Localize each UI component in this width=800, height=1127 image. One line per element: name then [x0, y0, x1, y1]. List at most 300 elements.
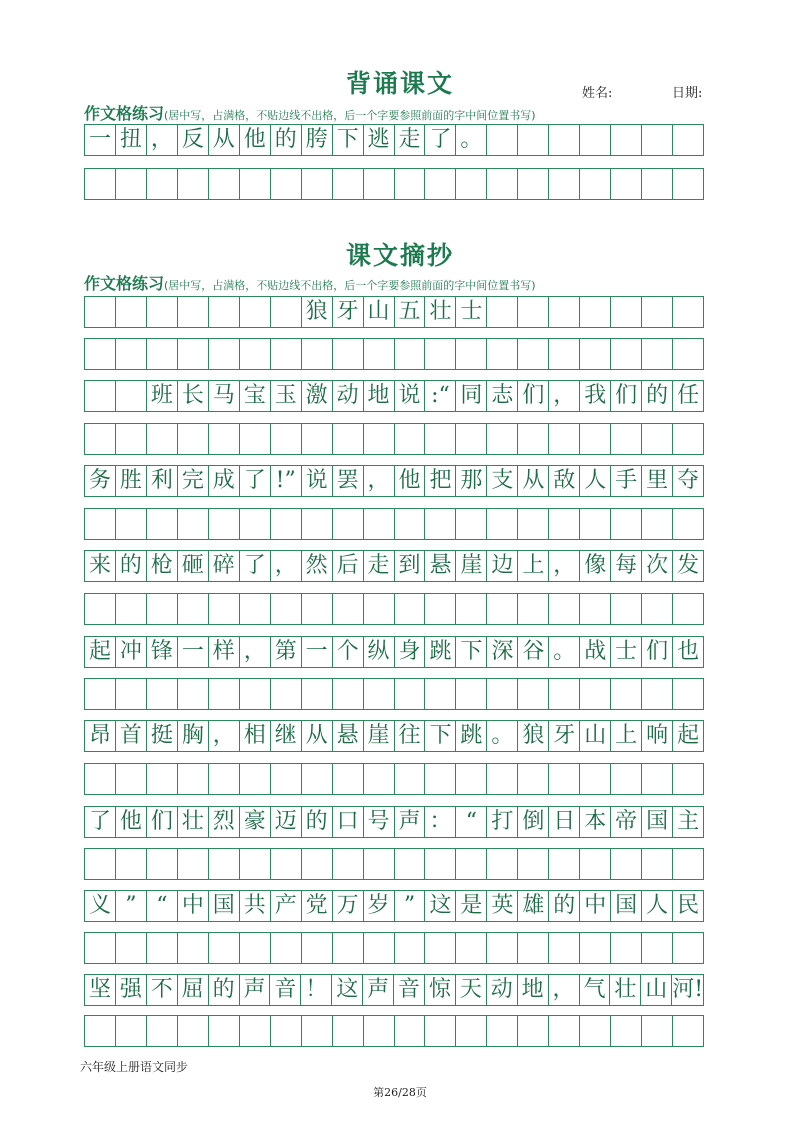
grid-cell: 们 — [642, 637, 673, 667]
writing-row — [84, 380, 704, 412]
grid-cell — [425, 679, 456, 709]
grid-cell — [518, 679, 549, 709]
grid-cell: 。 — [487, 721, 518, 751]
grid-cell — [549, 339, 580, 369]
grid-cell: 长 — [178, 381, 209, 411]
grid-cell — [549, 679, 580, 709]
grid-cell: 了 — [425, 125, 456, 155]
grid-cell — [642, 169, 673, 199]
grid-cell: 强 — [116, 975, 147, 1005]
section1-heading — [84, 101, 536, 124]
grid-cell — [333, 764, 364, 794]
writing-row — [84, 890, 704, 922]
grid-cell: 声 — [395, 807, 426, 837]
section2-heading — [84, 271, 536, 294]
grid-cell: 起 — [85, 637, 116, 667]
grid-cell — [456, 339, 487, 369]
grid-cell — [116, 679, 147, 709]
grid-cell — [395, 424, 426, 454]
grid-cell: 玉 — [271, 381, 302, 411]
grid-cell: 把 — [425, 466, 456, 496]
grid-cell: 。 — [456, 125, 487, 155]
grid-cell: 锋 — [147, 637, 178, 667]
name-label: 姓名: — [582, 86, 613, 101]
grid-cell: 继 — [271, 721, 302, 751]
grid-cell — [642, 125, 673, 155]
grid-cell — [395, 1016, 426, 1046]
grid-cell — [487, 339, 518, 369]
grid-cell — [518, 169, 549, 199]
grid-cell: 产 — [271, 891, 302, 921]
grid-cell: 国 — [209, 891, 240, 921]
grid-cell — [580, 849, 611, 879]
grid-cell: 他 — [240, 125, 271, 155]
grid-cell — [364, 849, 395, 879]
grid-cell — [456, 933, 487, 963]
grid-cell — [271, 1016, 302, 1046]
grid-cell — [425, 849, 456, 879]
grid-cell — [487, 1016, 518, 1046]
grid-cell — [456, 1016, 487, 1046]
grid-cell: 气 — [580, 975, 611, 1005]
grid-cell: 像 — [580, 551, 611, 581]
grid-cell — [271, 297, 302, 327]
grid-cell: 口 — [333, 807, 364, 837]
grid-cell: 一 — [302, 637, 333, 667]
grid-cell: 音 — [270, 975, 301, 1005]
grid-cell: 中 — [178, 891, 209, 921]
grid-cell: 利 — [147, 466, 178, 496]
grid-cell — [456, 424, 487, 454]
grid-cell — [178, 679, 209, 709]
grid-cell — [240, 594, 271, 624]
grid-cell: 了 — [240, 466, 271, 496]
grid-cell — [209, 297, 240, 327]
grid-cell — [178, 594, 209, 624]
grid-cell: 谷 — [518, 637, 549, 667]
grid-cell: 上 — [611, 721, 642, 751]
grid-cell — [116, 297, 147, 327]
grid-cell: 狼 — [302, 297, 333, 327]
grid-cell — [642, 297, 673, 327]
grid-cell: 深 — [487, 637, 518, 667]
grid-cell: 走 — [395, 125, 426, 155]
grid-cell — [240, 169, 271, 199]
grid-cell — [425, 594, 456, 624]
grid-cell: 悬 — [333, 721, 364, 751]
grid-cell — [116, 933, 147, 963]
grid-cell: ” — [395, 891, 426, 921]
grid-cell: 了 — [85, 807, 116, 837]
grid-cell — [333, 849, 364, 879]
grid-cell: 岁 — [364, 891, 395, 921]
grid-cell: 这 — [425, 891, 456, 921]
grid-cell — [425, 424, 456, 454]
grid-cell — [580, 933, 611, 963]
book-title: 六年级上册语文同步 — [80, 1060, 189, 1074]
grid-cell: 走 — [364, 551, 395, 581]
grid-cell: 从 — [302, 721, 333, 751]
grid-cell — [85, 679, 116, 709]
grid-cell: 胸 — [178, 721, 209, 751]
grid-cell: 是 — [456, 891, 487, 921]
grid-cell: 砸 — [178, 551, 209, 581]
grid-cell — [302, 509, 333, 539]
grid-cell — [487, 424, 518, 454]
grid-cell — [364, 169, 395, 199]
grid-cell — [116, 339, 147, 369]
grid-cell — [580, 424, 611, 454]
grid-cell: 帝 — [611, 807, 642, 837]
grid-cell: 上 — [518, 551, 549, 581]
grid-cell — [85, 424, 116, 454]
grid-cell — [116, 849, 147, 879]
grid-cell: 激 — [302, 381, 333, 411]
writing-row — [84, 296, 704, 328]
grid-cell — [85, 594, 116, 624]
grid-cell: 迈 — [271, 807, 302, 837]
grid-cell: 坚 — [85, 975, 116, 1005]
grid-cell: 天 — [456, 975, 487, 1005]
grid-cell — [240, 424, 271, 454]
grid-cell — [456, 509, 487, 539]
blank-row — [84, 593, 704, 625]
grid-cell — [364, 424, 395, 454]
grid-cell — [642, 339, 673, 369]
grid-cell: 战 — [580, 637, 611, 667]
grid-cell: 那 — [456, 466, 487, 496]
grid-cell — [178, 339, 209, 369]
writing-row — [84, 974, 704, 1006]
grid-cell: 崖 — [364, 721, 395, 751]
grid-cell — [240, 679, 271, 709]
grid-cell: 号 — [364, 807, 395, 837]
grid-cell — [395, 933, 426, 963]
grid-cell — [333, 1016, 364, 1046]
grid-cell — [178, 764, 209, 794]
grid-cell: 班 — [147, 381, 178, 411]
grid-cell: 地 — [518, 975, 549, 1005]
grid-cell — [425, 339, 456, 369]
grid-cell: 们 — [518, 381, 549, 411]
grid-cell: 牙 — [333, 297, 364, 327]
grid-cell — [209, 849, 240, 879]
grid-cell — [364, 594, 395, 624]
grid-cell — [456, 594, 487, 624]
grid-cell — [518, 764, 549, 794]
grid-cell — [673, 679, 703, 709]
grid-cell — [487, 297, 518, 327]
grid-cell — [271, 933, 302, 963]
grid-cell — [580, 764, 611, 794]
page-number: 第26/28页 — [373, 1086, 427, 1099]
grid-cell — [611, 849, 642, 879]
grid-cell: 夺 — [677, 468, 700, 493]
grid-cell: 下 — [456, 637, 487, 667]
grid-cell: 昂 — [85, 721, 116, 751]
grid-cell — [425, 509, 456, 539]
grid-cell — [487, 509, 518, 539]
grid-cell: 倒 — [518, 807, 549, 837]
grid-cell: 第 — [271, 637, 302, 667]
grid-cell — [580, 679, 611, 709]
grid-cell — [642, 679, 673, 709]
grid-cell — [549, 297, 580, 327]
grid-cell: 个 — [333, 637, 364, 667]
grid-cell: 完 — [178, 466, 209, 496]
grid-cell — [487, 679, 518, 709]
grid-cell — [642, 849, 673, 879]
grid-cell — [116, 509, 147, 539]
grid-cell — [178, 1016, 209, 1046]
grid-cell: ， — [271, 551, 302, 581]
grid-cell: 壮 — [425, 297, 456, 327]
grid-cell: 中 — [580, 891, 611, 921]
grid-cell — [549, 594, 580, 624]
grid-cell: 说 — [395, 381, 426, 411]
grid-cell: 悬 — [425, 551, 456, 581]
grid-cell — [642, 424, 673, 454]
grid-cell — [209, 679, 240, 709]
grid-cell — [580, 509, 611, 539]
grid-cell: 样 — [209, 637, 240, 667]
grid-cell: 次 — [642, 551, 673, 581]
grid-cell: 们 — [147, 807, 178, 837]
grid-cell: 声 — [363, 975, 394, 1005]
grid-cell — [209, 764, 240, 794]
grid-cell — [611, 169, 642, 199]
grid-cell — [673, 297, 703, 327]
grid-cell: 支 — [487, 466, 518, 496]
grid-cell: 主 — [677, 809, 700, 834]
grid-cell — [85, 1016, 116, 1046]
grid-cell — [518, 933, 549, 963]
grid-cell — [611, 764, 642, 794]
grid-cell: 他 — [395, 466, 426, 496]
grid-cell: 跳 — [456, 721, 487, 751]
grid-cell — [673, 933, 703, 963]
grid-cell — [85, 933, 116, 963]
grid-cell — [487, 849, 518, 879]
grid-cell — [549, 933, 580, 963]
grid-cell — [456, 764, 487, 794]
grid-cell: 然 — [302, 551, 333, 581]
grid-cell — [487, 933, 518, 963]
grid-cell — [333, 509, 364, 539]
grid-cell — [240, 339, 271, 369]
grid-cell — [178, 849, 209, 879]
grid-cell — [456, 679, 487, 709]
grid-cell — [580, 1016, 611, 1046]
grid-cell — [456, 849, 487, 879]
grid-cell — [178, 424, 209, 454]
grid-cell — [209, 933, 240, 963]
grid-cell: ： — [425, 807, 456, 837]
grid-cell: 士 — [456, 297, 487, 327]
grid-cell: 的 — [116, 551, 147, 581]
grid-cell — [333, 679, 364, 709]
grid-cell — [673, 169, 703, 199]
grid-cell — [673, 849, 703, 879]
grid-cell — [333, 594, 364, 624]
grid-cell: 国 — [642, 807, 673, 837]
grid-cell — [116, 381, 147, 411]
blank-row — [84, 423, 704, 455]
heading-note: (居中写，占满格，不贴边线不出格，后一个字要参照前面的字中间位置书写) — [164, 109, 536, 122]
grid-cell — [518, 1016, 549, 1046]
grid-cell: 国 — [611, 891, 642, 921]
grid-cell: 人 — [642, 891, 673, 921]
grid-cell — [85, 339, 116, 369]
grid-cell — [549, 125, 580, 155]
grid-cell — [518, 509, 549, 539]
grid-cell: 的 — [642, 381, 673, 411]
grid-cell — [611, 125, 642, 155]
writing-row — [84, 806, 704, 838]
grid-cell: 动 — [333, 381, 364, 411]
grid-cell: 我 — [580, 381, 611, 411]
grid-cell — [580, 594, 611, 624]
grid-cell — [147, 509, 178, 539]
grid-cell — [271, 849, 302, 879]
heading-note: (居中写，占满格，不贴边线不出格，后一个字要参照前面的字中间位置书写) — [164, 279, 536, 292]
grid-cell — [85, 297, 116, 327]
grid-cell: :“ — [425, 381, 456, 411]
grid-cell: 务 — [85, 466, 116, 496]
grid-cell: 每 — [611, 551, 642, 581]
grid-cell — [85, 849, 116, 879]
heading-text: 作文格练习 — [84, 104, 165, 123]
grid-cell: 首 — [116, 721, 147, 751]
grid-cell — [395, 679, 426, 709]
grid-cell — [271, 169, 302, 199]
grid-cell: 动 — [487, 975, 518, 1005]
grid-cell — [425, 933, 456, 963]
grid-cell: ” — [116, 891, 147, 921]
grid-cell: 一 — [85, 125, 116, 155]
grid-cell: 。 — [549, 637, 580, 667]
grid-cell: 起 — [677, 723, 700, 748]
grid-cell: 反 — [178, 125, 209, 155]
writing-row — [84, 720, 704, 752]
grid-cell — [642, 594, 673, 624]
grid-cell: 崖 — [456, 551, 487, 581]
grid-cell — [611, 1016, 642, 1046]
grid-cell: 里 — [642, 466, 673, 496]
grid-cell: 边 — [487, 551, 518, 581]
grid-cell: 成 — [209, 466, 240, 496]
grid-cell: 豪 — [240, 807, 271, 837]
grid-cell — [240, 297, 271, 327]
grid-cell — [178, 297, 209, 327]
grid-cell — [302, 933, 333, 963]
grid-cell — [395, 169, 426, 199]
grid-cell: 民 — [677, 893, 700, 918]
grid-cell — [395, 594, 426, 624]
grid-cell — [85, 169, 116, 199]
grid-cell: 胯 — [302, 125, 333, 155]
grid-cell — [302, 1016, 333, 1046]
grid-cell — [549, 509, 580, 539]
grid-cell — [271, 424, 302, 454]
grid-cell — [673, 509, 703, 539]
blank-row — [84, 763, 704, 795]
grid-cell: 碎 — [209, 551, 240, 581]
grid-cell — [364, 679, 395, 709]
grid-cell: 他 — [116, 807, 147, 837]
grid-cell: 胜 — [116, 466, 147, 496]
grid-cell — [302, 764, 333, 794]
grid-cell — [85, 509, 116, 539]
grid-cell: 身 — [395, 637, 426, 667]
grid-cell: 五 — [395, 297, 426, 327]
grid-cell — [147, 849, 178, 879]
grid-cell: ， — [364, 466, 395, 496]
grid-cell — [611, 424, 642, 454]
grid-cell: 河! — [672, 977, 704, 1002]
blank-row — [84, 932, 704, 964]
grid-cell — [395, 764, 426, 794]
grid-cell: 逃 — [364, 125, 395, 155]
grid-cell — [611, 594, 642, 624]
grid-cell: 后 — [333, 551, 364, 581]
section2-title: 课文摘抄 — [345, 241, 454, 270]
grid-cell — [209, 1016, 240, 1046]
grid-cell — [673, 125, 703, 155]
blank-row — [84, 848, 704, 880]
grid-cell — [271, 764, 302, 794]
grid-cell — [518, 594, 549, 624]
grid-cell — [549, 169, 580, 199]
grid-cell — [271, 339, 302, 369]
grid-cell: 了 — [240, 551, 271, 581]
grid-cell — [209, 169, 240, 199]
grid-cell — [364, 1016, 395, 1046]
grid-cell — [178, 933, 209, 963]
grid-cell — [302, 849, 333, 879]
grid-cell — [240, 509, 271, 539]
blank-row — [84, 338, 704, 370]
grid-cell: 壮 — [610, 975, 641, 1005]
grid-cell: 扭 — [116, 125, 147, 155]
grid-cell — [673, 339, 703, 369]
grid-cell: “ — [147, 891, 178, 921]
blank-row — [84, 1015, 704, 1047]
grid-cell: 枪 — [147, 551, 178, 581]
grid-cell — [302, 339, 333, 369]
grid-cell — [147, 424, 178, 454]
grid-cell: 音 — [394, 975, 425, 1005]
grid-cell: ， — [549, 551, 580, 581]
grid-cell: 这 — [332, 975, 363, 1005]
grid-cell: 声 — [240, 975, 271, 1005]
writing-row — [84, 465, 704, 497]
grid-cell — [364, 933, 395, 963]
grid-cell — [333, 169, 364, 199]
grid-cell — [364, 339, 395, 369]
grid-cell — [673, 1016, 703, 1046]
grid-cell — [116, 1016, 147, 1046]
grid-cell: 牙 — [549, 721, 580, 751]
grid-cell: ， — [549, 381, 580, 411]
grid-cell — [611, 933, 642, 963]
grid-cell: 义 — [85, 891, 116, 921]
grid-cell — [302, 594, 333, 624]
grid-cell: ， — [209, 721, 240, 751]
blank-row — [84, 678, 704, 710]
grid-cell: “ — [456, 807, 487, 837]
grid-cell — [147, 1016, 178, 1046]
